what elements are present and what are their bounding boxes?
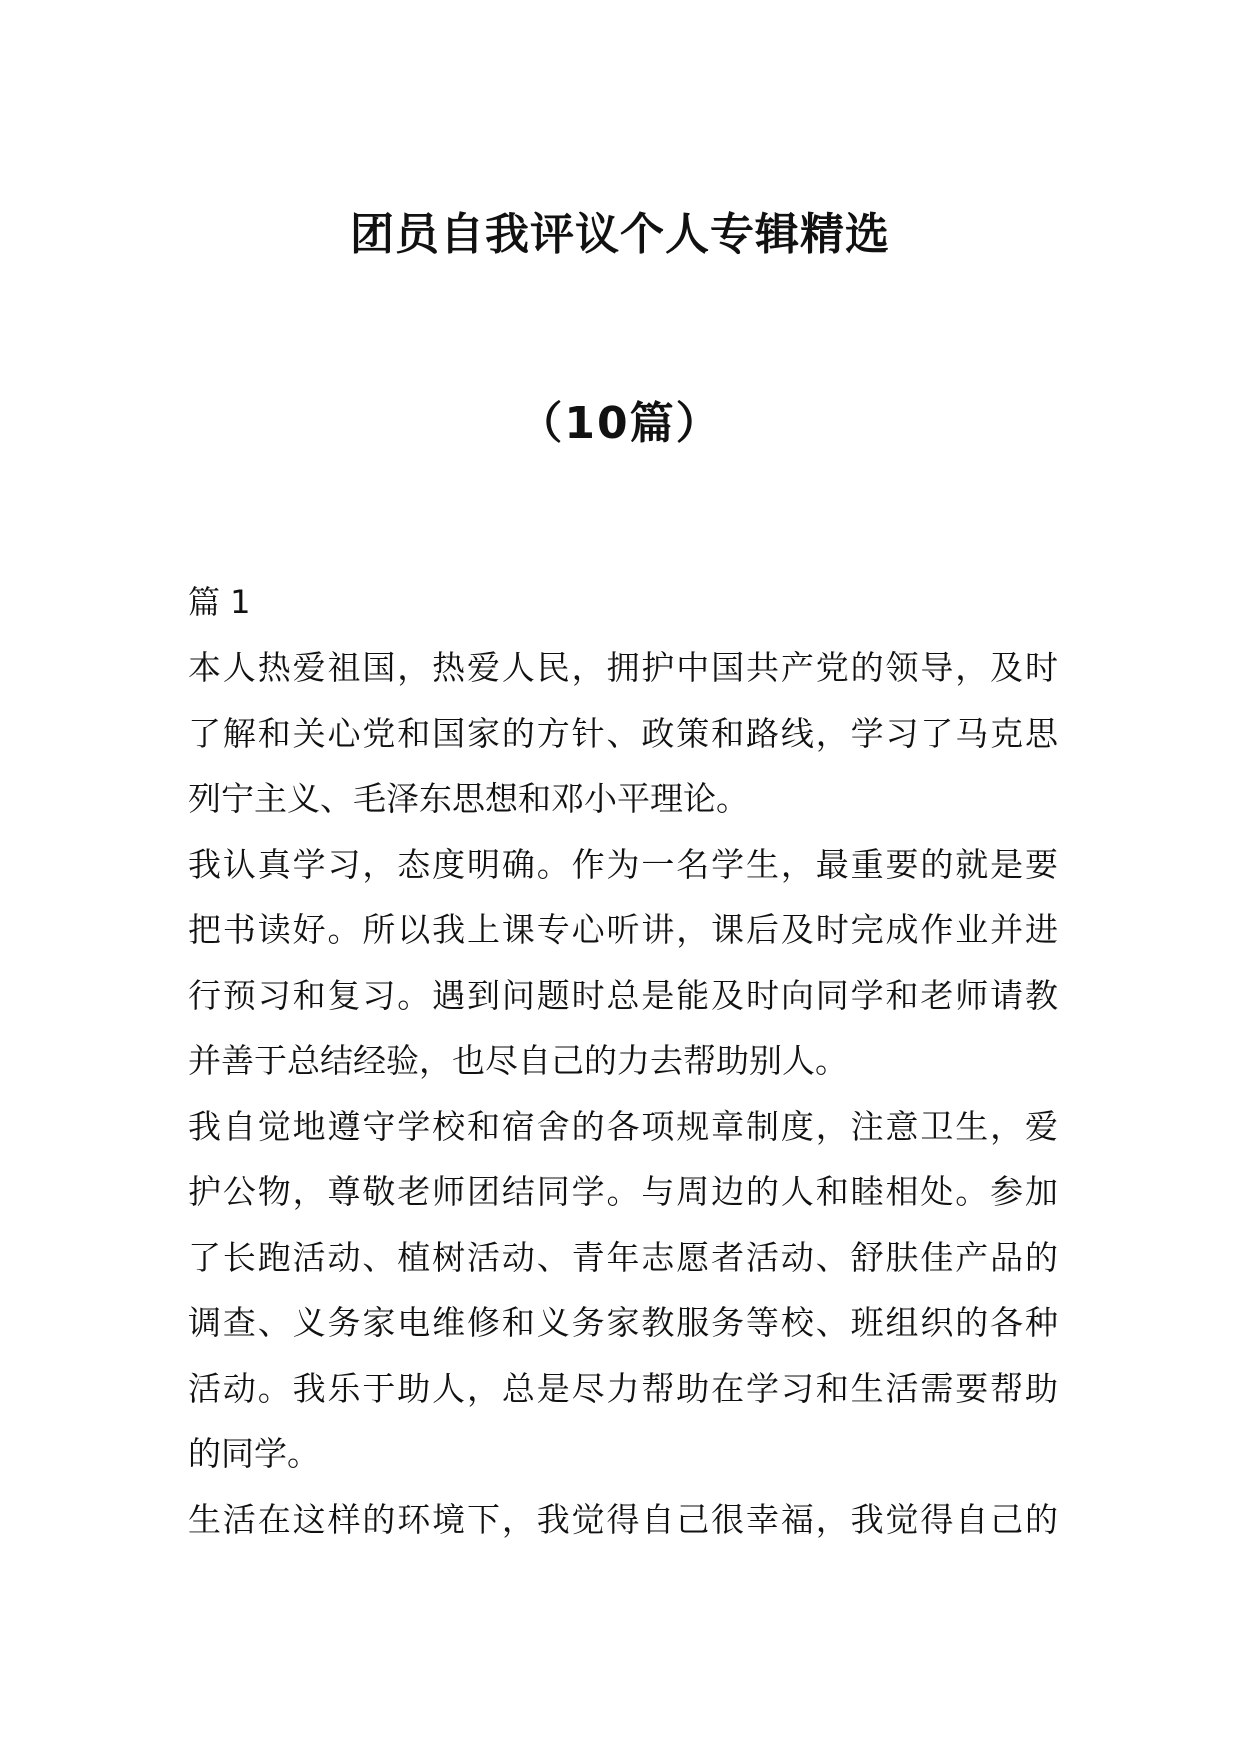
paragraph-4 <box>188 1497 1058 1563</box>
text-line: 的同学。 <box>188 1434 320 1473</box>
section-heading: 篇 1 <box>188 583 251 621</box>
text-line: 列宁主义、毛泽东思想和邓小平理论。 <box>188 779 749 818</box>
text-line: 我自觉地遵守学校和宿舍的各项规章制度，注意卫生，爱 <box>188 1106 1058 1146</box>
text-line: 把书读好。所以我上课专心听讲，课后及时完成作业并进 <box>188 910 1058 949</box>
text-line: 本人热爱祖国，热爱人民，拥护中国共产党的领导，及时 <box>188 648 1058 687</box>
paragraph-1 <box>188 645 1058 842</box>
document-subtitle: （10篇） <box>518 398 722 449</box>
document-title: 团员自我评议个人专辑精选 <box>350 209 890 260</box>
text-line: 并善于总结经验，也尽自己的力去帮助别人。 <box>188 1041 848 1080</box>
paragraph-2 <box>188 842 1058 1104</box>
paragraph-3 <box>188 1104 1058 1497</box>
text-line: 行预习和复习。遇到问题时总是能及时向同学和老师请教 <box>188 975 1058 1015</box>
text-line: 我认真学习，态度明确。作为一名学生，最重要的就是要 <box>188 844 1058 884</box>
text-line: 调查、义务家电维修和义务家教服务等校、班组织的各种 <box>188 1303 1058 1342</box>
text-line: 活动。我乐于助人，总是尽力帮助在学习和生活需要帮助 <box>188 1368 1058 1408</box>
text-line: 了解和关心党和国家的方针、政策和路线，学习了马克思 <box>188 713 1058 753</box>
text-line: 了长跑活动、植树活动、青年志愿者活动、舒肤佳产品的 <box>188 1237 1058 1277</box>
document-body <box>188 580 1058 1562</box>
text-line: 护公物，尊敬老师团结同学。与周边的人和睦相处。参加 <box>188 1172 1058 1211</box>
text-line: 生活在这样的环境下，我觉得自己很幸福，我觉得自己的 <box>188 1499 1058 1539</box>
